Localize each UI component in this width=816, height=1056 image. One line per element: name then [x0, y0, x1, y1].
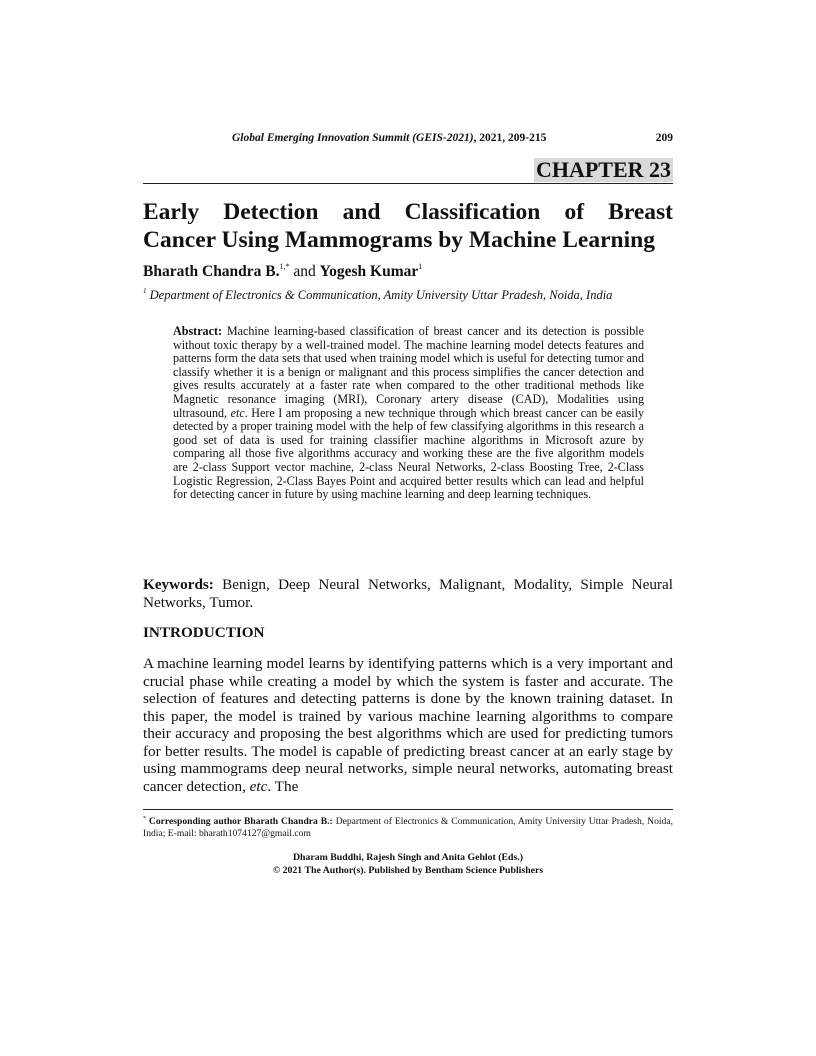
editors-line: Dharam Buddhi, Rajesh Singh and Anita Gehlot (Eds.)	[292, 852, 524, 863]
abstract	[173, 325, 644, 502]
keywords-text: Benign, Deep Neural Networks, Malignant, Modality, Simple Neural Networks, Tumor.	[143, 576, 673, 611]
footnote-divider	[143, 809, 673, 810]
journal-name: Global Emerging Innovation Summit (GEIS-2021)	[232, 132, 474, 144]
year-pages: , 2021, 209-215	[473, 132, 547, 144]
footnote	[143, 813, 673, 840]
author-1: Bharath Chandra B.	[143, 263, 280, 280]
title-line-2: Cancer Using Mammograms by Machine Learning	[143, 227, 655, 253]
affiliation	[143, 287, 612, 303]
author-list	[143, 262, 422, 281]
abstract-label: Abstract:	[173, 324, 223, 338]
abstract-text-2: . Here I am proposing a new technique through which breast cancer can be easily detected by a proper training model with the help of few classifying algorithms in this research a good set of data is used for training classifier machine algorithms in Microsoft azure by comparing all those five algorithms accuracy and working these are the five algorithm models are 2-class Support vector machine, 2-class Neural Networks, 2-class Boosting Tree, 2-Class Logistic Regression, 2-Class Bayes Point and acquired better results which can lead and helpful for detecting cancer in future by using machine learning and deep learning techniques.	[173, 405, 644, 502]
copyright-line: © 2021 The Author(s). Published by Bentham Science Publishers	[272, 865, 544, 876]
introduction-paragraph	[143, 655, 673, 795]
keywords-label: Keywords:	[143, 576, 214, 593]
author-conjunction: and	[289, 263, 320, 280]
introduction-tail: . The	[267, 777, 299, 795]
keywords	[143, 576, 673, 611]
introduction-etc: etc	[249, 777, 268, 795]
abstract-text-1: Machine learning-based classification of breast cancer and its detection is possible without toxic therapy by a well-trained model. The machine learning model detects features and patterns form the data sets that used when training model which is useful for detecting tumor and classify whether it is a benign or malignant and this process simplifies the cancer detection and gives results accurately at a faster rate when compared to the other traditional methods like Magnetic resonance imaging (MRI), Coronary artery disease (CAD), Modalities using ultrasound,	[173, 324, 644, 420]
chapter-divider	[143, 183, 673, 184]
publication-footer	[143, 851, 673, 877]
section-heading-introduction: INTRODUCTION	[143, 624, 265, 641]
footnote-mark: *	[143, 816, 146, 822]
paper-title	[143, 198, 673, 254]
introduction-text: A machine learning model learns by identifying patterns which is a very important and crucial phase while creating a model by which the system is faster and accurate. The selection of features and detecting patterns is done by the known training dataset. In this paper, the model is trained by various machine learning algorithms to compare their accuracy and proposing the best algorithms which are used for predicting tumors for better results. The model is capable of predicting breast cancer at an early stage by using mammograms deep neural networks, simple neural networks, automating breast cancer detection,	[143, 655, 673, 795]
affiliation-mark: 1	[143, 287, 147, 295]
author-2: Yogesh Kumar	[319, 263, 419, 280]
author-1-affiliation-mark: 1,*	[279, 262, 290, 271]
abstract-etc: etc	[230, 405, 245, 420]
journal-citation	[232, 132, 546, 144]
title-line-1: Early Detection and Classification of Breast	[143, 199, 673, 225]
chapter-label: CHAPTER 23	[535, 157, 671, 182]
author-2-affiliation-mark: 1	[418, 262, 423, 271]
footnote-text: Department of Electronics & Communication, Amity University Uttar Pradesh, Noida, India; E-mail: bharath1074127@gmail.com	[143, 816, 673, 839]
footnote-label: Corresponding author Bharath Chandra B.:	[146, 816, 333, 827]
page-number: 209	[655, 132, 673, 144]
affiliation-text: Department of Electronics & Communication, Amity University Uttar Pradesh, Noida, India	[146, 288, 613, 302]
